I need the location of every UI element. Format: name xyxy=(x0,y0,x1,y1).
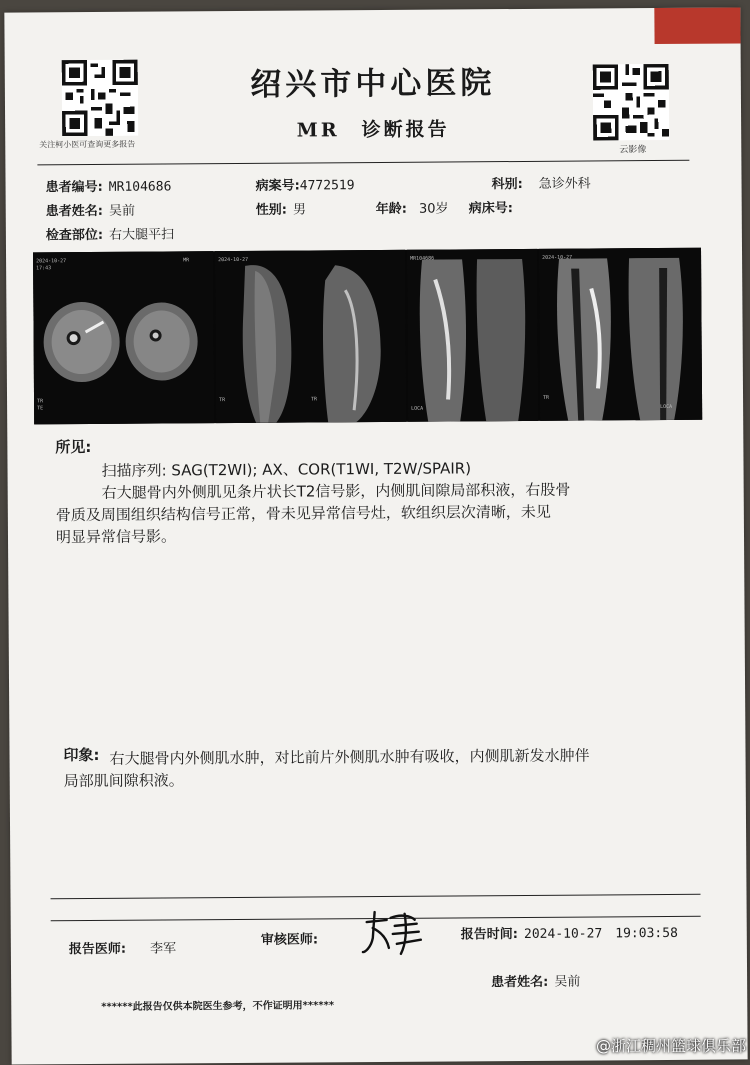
hospital-name: 绍兴市中心医院 xyxy=(5,55,741,105)
svg-text:TR: TR xyxy=(37,398,44,404)
background-object xyxy=(654,7,740,44)
bed-label: 病床号: xyxy=(469,201,513,216)
header-divider xyxy=(37,160,689,166)
svg-text:TE: TE xyxy=(37,405,43,411)
footer-patient-name-value: 吴前 xyxy=(554,975,580,990)
findings-line-2: 骨质及周围组织结构信号正常，骨未见异常信号灶，软组织层次清晰，未见 xyxy=(56,500,706,527)
reviewer-label: 审核医师: xyxy=(261,932,318,947)
findings-sequence xyxy=(101,457,471,482)
svg-text:LOCA: LOCA xyxy=(411,406,423,412)
svg-text:17:43: 17:43 xyxy=(36,265,51,271)
svg-text:TR: TR xyxy=(311,396,318,402)
exam-part-label: 检查部位: xyxy=(46,228,103,243)
reviewer-field xyxy=(261,928,318,947)
svg-text:2024-10-27: 2024-10-27 xyxy=(542,255,572,261)
impression-text xyxy=(63,744,713,793)
patient-name-value: 吴前 xyxy=(109,204,135,219)
report-doctor-value: 李军 xyxy=(150,941,176,956)
patient-name-field xyxy=(46,200,135,220)
exam-part-field xyxy=(46,223,174,243)
department-value: 急诊外科 xyxy=(539,176,591,191)
footer-divider-top xyxy=(51,894,701,900)
case-number-field xyxy=(255,174,354,194)
report-doctor-field xyxy=(69,937,176,957)
reviewer-signature xyxy=(361,908,425,956)
report-time-field xyxy=(461,922,678,943)
bed-field xyxy=(469,197,519,216)
findings-text xyxy=(56,478,706,549)
findings-label: 所见: xyxy=(55,436,91,457)
svg-text:LOCA: LOCA xyxy=(660,404,672,410)
svg-text:TR: TR xyxy=(219,397,226,403)
svg-text:TR: TR xyxy=(543,395,550,401)
case-number-label: 病案号: xyxy=(256,179,300,194)
report-time-value: 2024-10-27 19:03:58 xyxy=(524,926,678,942)
patient-id-field xyxy=(45,175,171,195)
report-paper xyxy=(4,7,747,1064)
report-doctor-label: 报告医师: xyxy=(69,942,126,957)
patient-name-label: 患者姓名: xyxy=(46,204,103,219)
age-label: 年龄: xyxy=(376,202,407,217)
findings-line-1-text: 右大腿骨内外侧肌见条片状长T2信号影，内侧肌间隙局部积液，右股骨 xyxy=(102,481,571,502)
exam-part-value: 右大腿平扫 xyxy=(109,227,174,242)
svg-text:MR104686: MR104686 xyxy=(410,256,434,262)
footer-patient-name-label: 患者姓名: xyxy=(491,975,548,990)
mr-image-axial[interactable] xyxy=(33,251,214,424)
impression-label: 印象: xyxy=(63,744,99,765)
patient-id-label: 患者编号: xyxy=(46,180,103,195)
qr-caption-left: 关注柯小医可查询更多报告 xyxy=(39,139,135,151)
findings-sequence-text: 扫描序列: SAG(T2WI); AX、COR(T1WI, T2W/SPAIR) xyxy=(101,459,471,480)
svg-text:2024-10-27: 2024-10-27 xyxy=(218,257,248,263)
impression-line-2: 局部肌间隙积液。 xyxy=(64,766,714,793)
department-label: 科别: xyxy=(491,177,522,192)
footer-patient-name-field xyxy=(491,971,580,991)
age-value: 30岁 xyxy=(419,201,449,216)
findings-line-3: 明显异常信号影。 xyxy=(56,522,706,549)
report-time-label: 报告时间: xyxy=(461,927,518,942)
report-title: MR 诊断报告 xyxy=(5,112,741,144)
sex-value: 男 xyxy=(293,202,306,217)
watermark: @浙江稠州篮球俱乐部 xyxy=(596,1035,746,1056)
mr-image-sagittal[interactable] xyxy=(215,250,406,423)
case-number-value: 4772519 xyxy=(300,178,355,193)
age-field xyxy=(376,197,449,217)
patient-id-value: MR104686 xyxy=(109,179,172,194)
sex-field xyxy=(256,198,306,217)
svg-text:2024-10-27: 2024-10-27 xyxy=(36,258,66,264)
impression-line-1-text: 右大腿骨内外侧肌水肿，对比前片外侧肌水肿有吸收，内侧肌新发水肿伴 xyxy=(109,747,589,768)
qr-caption-right: 云影像 xyxy=(619,142,646,155)
mr-image-coronal-1[interactable] xyxy=(407,249,538,422)
svg-text:MR: MR xyxy=(183,257,190,263)
department-field xyxy=(491,172,590,192)
mr-image-coronal-2[interactable] xyxy=(539,248,702,421)
footer-notice: ******此报告仅供本院医生参考，不作证明用****** xyxy=(101,996,334,1013)
sex-label: 性别: xyxy=(256,203,287,218)
qr-code-right[interactable] xyxy=(593,64,670,141)
mr-image-strip xyxy=(33,248,702,425)
